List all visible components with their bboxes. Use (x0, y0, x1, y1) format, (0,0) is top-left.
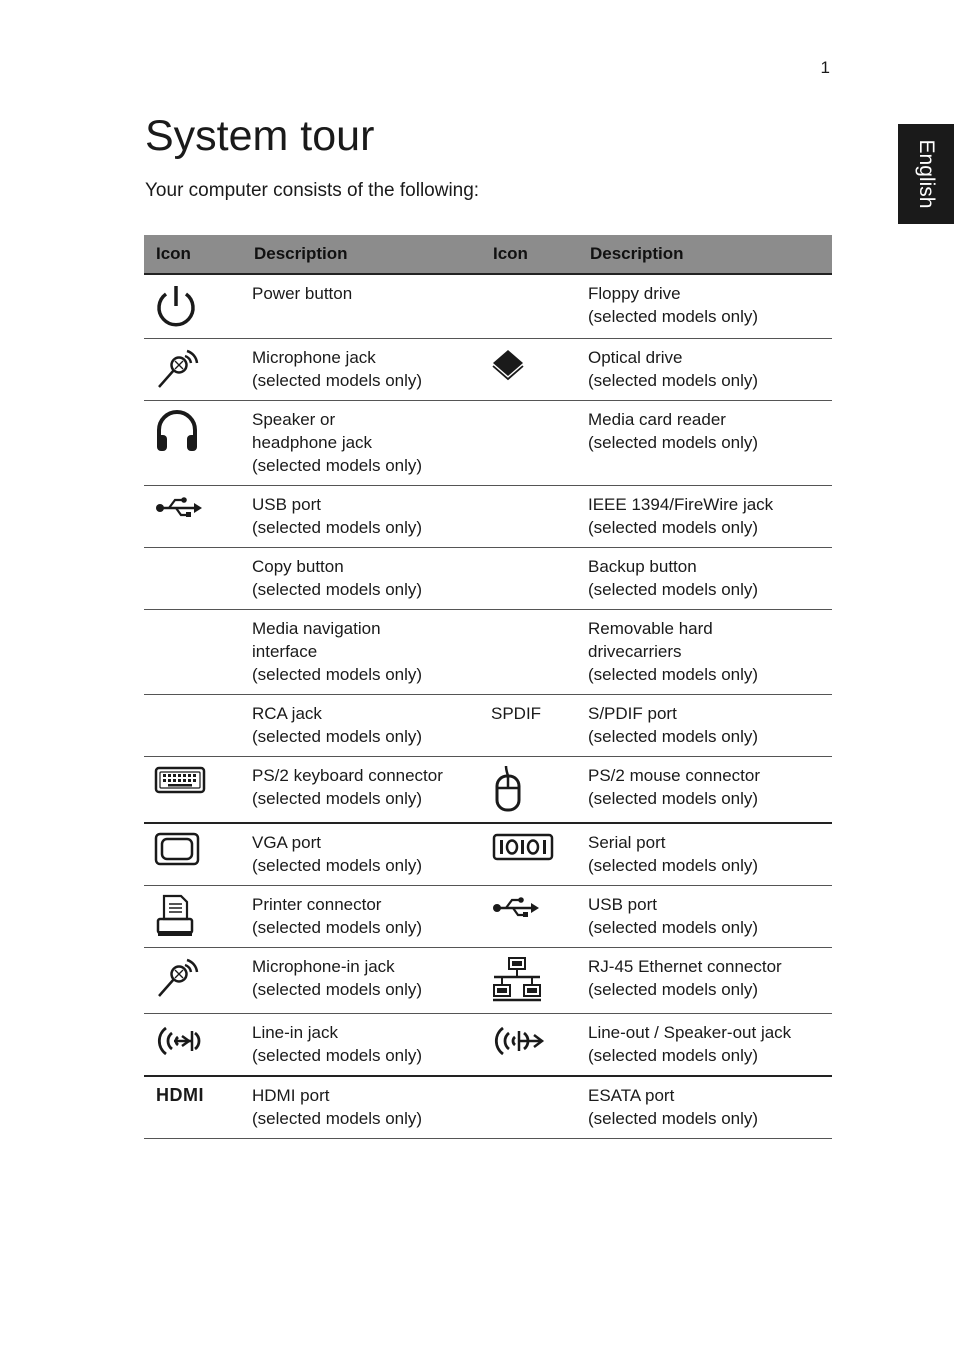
description-line: (selected models only) (588, 665, 759, 684)
table-row (144, 757, 832, 824)
description-line: VGA port (252, 833, 321, 852)
description-line: PS/2 keyboard connector (252, 766, 443, 785)
description-line: (selected models only) (588, 371, 759, 390)
icon-cell-left (144, 823, 242, 886)
description-cell-right (578, 486, 832, 548)
language-tab-label: English (915, 139, 938, 209)
description-line: (selected models only) (588, 856, 759, 875)
table-row (144, 1076, 832, 1139)
icon-cell-right (485, 339, 578, 401)
description-line: Power button (252, 284, 353, 303)
description-cell-left (242, 274, 485, 339)
description-line: Optical drive (588, 348, 683, 367)
description-line: (selected models only) (252, 1046, 423, 1065)
icon-cell-right (485, 274, 578, 339)
table-row (144, 486, 832, 548)
table-row (144, 339, 832, 401)
description-line: Removable hard (588, 619, 713, 638)
icon-cell-right (485, 757, 578, 824)
icon-cell-right (485, 1076, 578, 1139)
description-cell-right (578, 948, 832, 1014)
description-line: S/PDIF port (588, 704, 677, 723)
icon-cell-right (485, 823, 578, 886)
icon-cell-left (144, 757, 242, 824)
table-row (144, 886, 832, 948)
line-in-icon (154, 1021, 242, 1061)
description-cell-left (242, 886, 485, 948)
description-line: Microphone-in jack (252, 957, 395, 976)
description-line: HDMI port (252, 1086, 330, 1105)
icon-cell-right (485, 886, 578, 948)
description-cell-left (242, 823, 485, 886)
icon-cell-left (144, 1014, 242, 1077)
description-cell-left (242, 757, 485, 824)
description-cell-right (578, 886, 832, 948)
description-line: (selected models only) (588, 727, 759, 746)
description-line: Line-in jack (252, 1023, 338, 1042)
table-row (144, 948, 832, 1014)
description-line: Printer connector (252, 895, 382, 914)
description-cell-right (578, 695, 832, 757)
table-row (144, 695, 832, 757)
description-cell-left (242, 610, 485, 695)
icon-cell-right (485, 401, 578, 486)
description-line: (selected models only) (588, 433, 759, 452)
description-line: Serial port (588, 833, 666, 852)
table-row (144, 274, 832, 339)
description-line: Backup button (588, 557, 697, 576)
header-description-right: Description (578, 235, 832, 274)
description-line: Media navigation (252, 619, 381, 638)
hdmi-logo-icon: HDMI (156, 1085, 204, 1105)
icon-cell-right (485, 610, 578, 695)
description-line: (selected models only) (252, 518, 423, 537)
description-cell-left (242, 486, 485, 548)
description-line: Floppy drive (588, 284, 681, 303)
description-cell-right (578, 1014, 832, 1077)
description-cell-left (242, 548, 485, 610)
icon-cell-right (485, 1014, 578, 1077)
description-cell-left (242, 1014, 485, 1077)
table-row (144, 1014, 832, 1077)
icon-cell-left (144, 695, 242, 757)
description-line: Copy button (252, 557, 344, 576)
description-cell-left (242, 948, 485, 1014)
description-line: (selected models only) (252, 856, 423, 875)
intro-text: Your computer consists of the following: (145, 180, 480, 201)
header-description-left: Description (242, 235, 485, 274)
description-cell-right (578, 274, 832, 339)
table-row (144, 823, 832, 886)
description-line: RJ-45 Ethernet connector (588, 957, 782, 976)
description-cell-right (578, 823, 832, 886)
description-cell-right (578, 548, 832, 610)
description-cell-left (242, 339, 485, 401)
icon-cell-left (144, 274, 242, 339)
icon-cell-right (485, 695, 578, 757)
icon-cell-right (485, 948, 578, 1014)
description-line: (selected models only) (588, 1109, 759, 1128)
line-out-icon (491, 1021, 578, 1061)
description-line: (selected models only) (252, 371, 423, 390)
description-line: (selected models only) (588, 580, 759, 599)
vga-icon (154, 831, 242, 867)
description-line: (selected models only) (252, 789, 423, 808)
description-line: (selected models only) (252, 580, 423, 599)
language-tab (898, 124, 954, 224)
description-line: Line-out / Speaker-out jack (588, 1023, 792, 1042)
description-line: (selected models only) (588, 518, 759, 537)
page-number: 1 (820, 58, 830, 77)
description-line: (selected models only) (252, 918, 423, 937)
usb-icon (154, 493, 242, 523)
description-cell-right (578, 757, 832, 824)
description-line: ESATA port (588, 1086, 675, 1105)
description-cell-right (578, 401, 832, 486)
icon-cell-left (144, 886, 242, 948)
description-line: (selected models only) (252, 980, 423, 999)
description-line: (selected models only) (252, 456, 423, 475)
description-cell-left (242, 695, 485, 757)
description-cell-right (578, 610, 832, 695)
icon-cell-right (485, 548, 578, 610)
icon-cell-left (144, 486, 242, 548)
icon-cell-left (144, 401, 242, 486)
description-line: PS/2 mouse connector (588, 766, 760, 785)
description-line: headphone jack (252, 433, 373, 452)
spdif-label: SPDIF (491, 704, 542, 723)
description-line: (selected models only) (252, 1109, 423, 1128)
table-row (144, 548, 832, 610)
description-line: (selected models only) (588, 1046, 759, 1065)
ethernet-icon (491, 955, 578, 1005)
page-title: System tour (145, 112, 375, 160)
headphone-icon (154, 408, 242, 454)
icon-cell-left (144, 610, 242, 695)
description-cell-right (578, 1076, 832, 1139)
table-row (144, 610, 832, 695)
description-cell-left (242, 401, 485, 486)
description-line: USB port (588, 895, 657, 914)
description-cell-left (242, 1076, 485, 1139)
icon-cell-left (144, 948, 242, 1014)
description-line: Microphone jack (252, 348, 376, 367)
description-line: (selected models only) (588, 918, 759, 937)
description-line: USB port (252, 495, 321, 514)
microphone-icon (154, 955, 242, 1001)
printer-icon (154, 893, 242, 939)
description-line: (selected models only) (252, 665, 423, 684)
table-row (144, 401, 832, 486)
description-line: IEEE 1394/FireWire jack (588, 495, 774, 514)
description-line: (selected models only) (588, 789, 759, 808)
description-line: Media card reader (588, 410, 726, 429)
optical-drive-icon (491, 346, 578, 382)
description-line: (selected models only) (588, 307, 759, 326)
microphone-icon (154, 346, 242, 392)
description-line: interface (252, 642, 318, 661)
power-icon (154, 282, 242, 330)
description-line: Speaker or (252, 410, 336, 429)
serial-port-icon (491, 831, 578, 863)
description-line: (selected models only) (588, 980, 759, 999)
icon-cell-left (144, 339, 242, 401)
header-icon-right: Icon (485, 235, 578, 274)
mouse-icon (491, 764, 578, 814)
icon-cell-left (144, 548, 242, 610)
keyboard-icon (154, 764, 242, 796)
components-table (144, 235, 832, 1139)
description-line: RCA jack (252, 704, 322, 723)
icon-cell-left (144, 1076, 242, 1139)
description-cell-right (578, 339, 832, 401)
usb-icon (491, 893, 578, 923)
icon-cell-right (485, 486, 578, 548)
description-line: (selected models only) (252, 727, 423, 746)
description-line: drivecarriers (588, 642, 682, 661)
header-icon-left: Icon (144, 235, 242, 274)
table-header-row (144, 235, 832, 274)
